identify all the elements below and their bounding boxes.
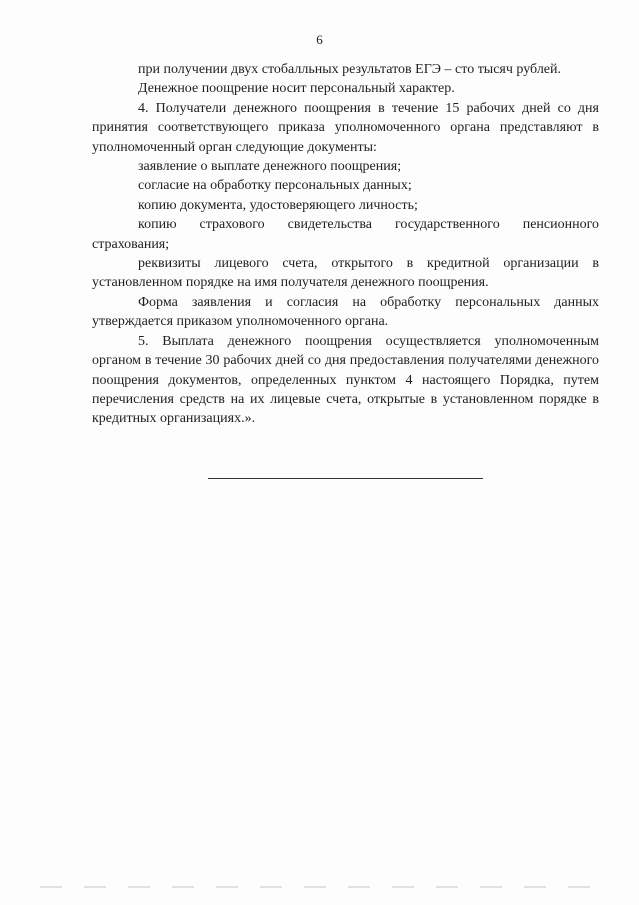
paragraph-personal-character: Денежное поощрение носит персональный характер. [138, 81, 455, 97]
document-body [92, 60, 599, 429]
page-number: 6 [316, 32, 323, 47]
scan-artifact [40, 886, 600, 888]
paragraph-item-4: 4. Получатели денежного поощрения в течение 15 рабочих дней со дня принятия соответствующего приказа уполномоченного органа представляют в уполномоченный орган следующие документы: [92, 100, 599, 155]
paragraph-form-approval: Форма заявления и согласия на обработку персональных данных утверждается приказом уполномоченного органа. [92, 294, 599, 330]
list-item-bank-details: реквизиты лицевого счета, открытого в кредитной организации в установленном порядке на имя получателя денежного поощрения. [92, 256, 599, 291]
list-item-application: заявление о выплате денежного поощрения; [138, 159, 402, 175]
list-item-id-copy: копию документа, удостоверяющего личность; [138, 197, 418, 213]
list-item-pension-certificate: копию страхового свидетельства государственного пенсионного страхования; [92, 217, 599, 252]
list-item-consent: согласие на обработку персональных данных; [138, 178, 412, 194]
paragraph-item-5: 5. Выплата денежного поощрения осуществляется уполномоченным органом в течение 30 рабочих дней со дня предоставления получателями денежного поощрения документов, определенных пунктом 4 настоящего Порядка, путем перечисления средств на их лицевые счета, открытые в установленном порядке в кредитных организациях.». [92, 333, 599, 427]
end-rule [208, 478, 483, 479]
paragraph-reward-amount: при получении двух стобалльных результатов ЕГЭ – сто тысяч рублей. [138, 62, 562, 77]
